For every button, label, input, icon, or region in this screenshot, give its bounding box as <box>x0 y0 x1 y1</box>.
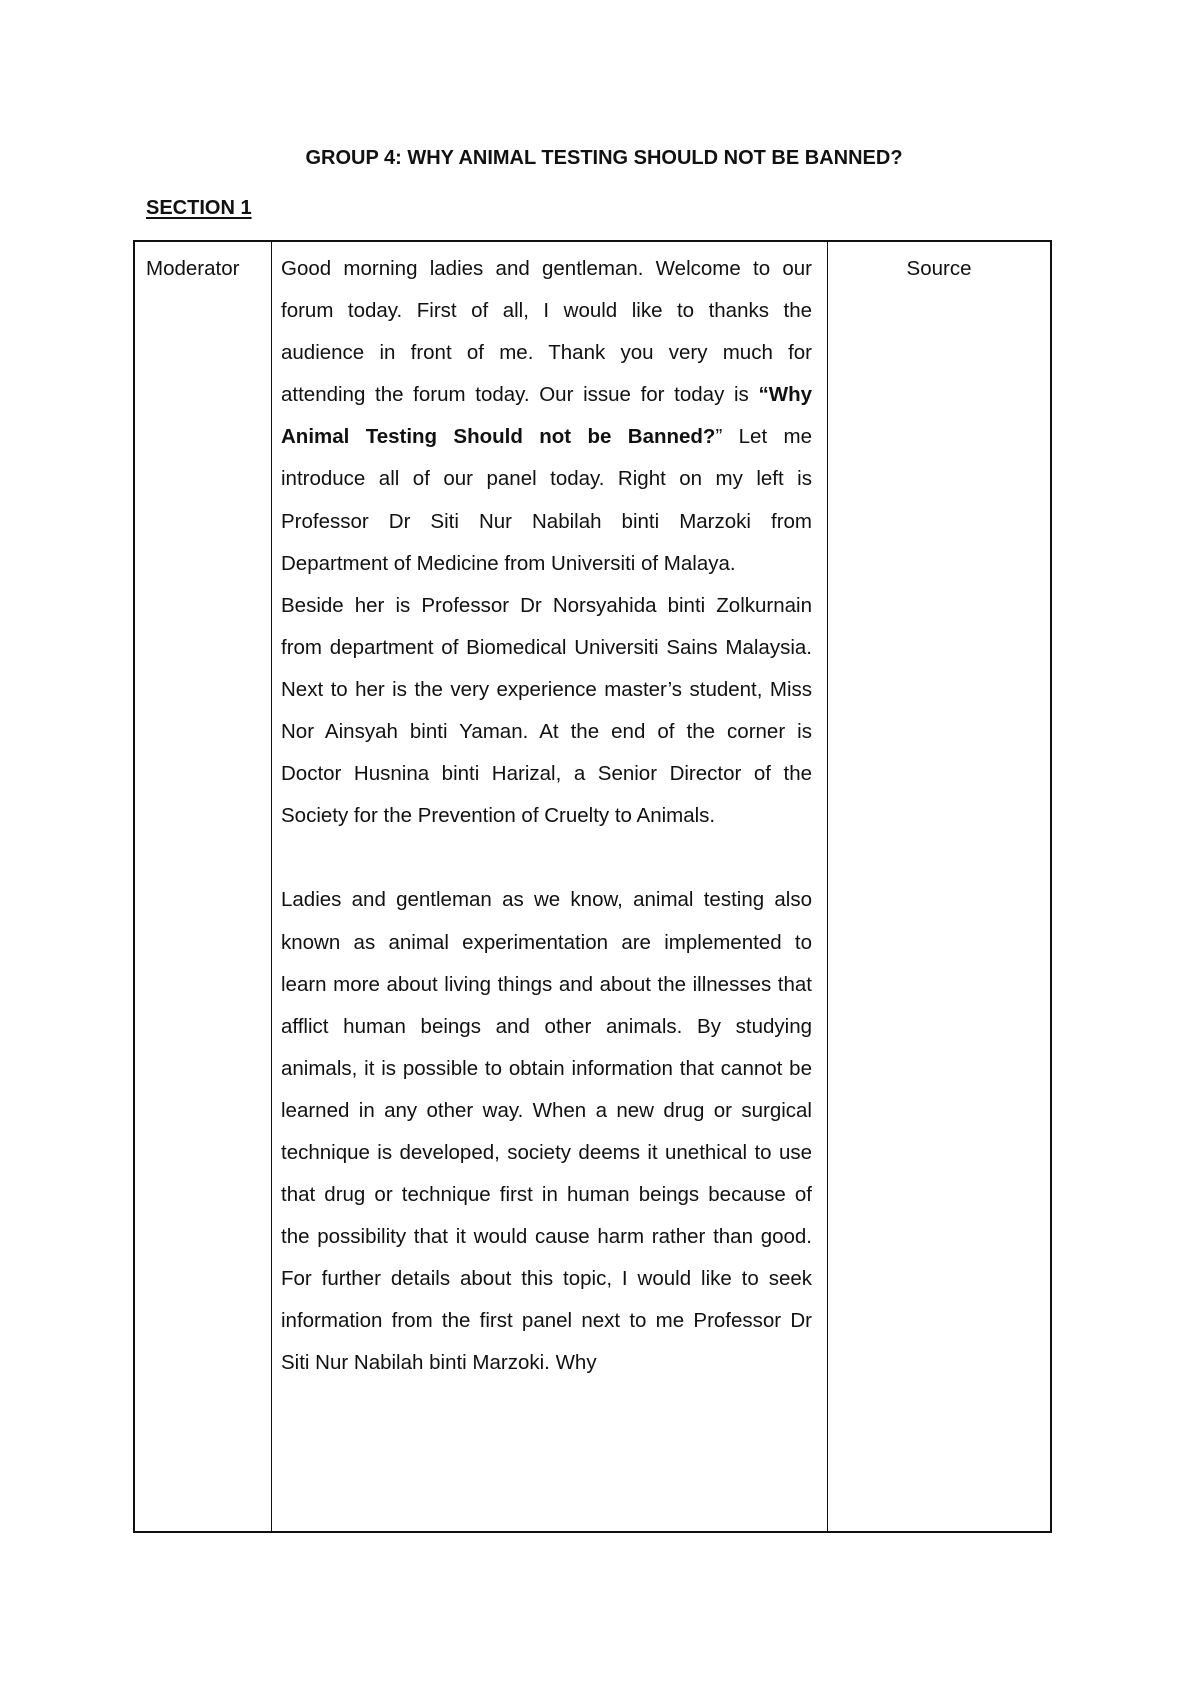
forum-issue-title: “Why Animal Testing Should not be Banned? <box>281 383 812 449</box>
section-heading: SECTION 1 <box>146 197 252 219</box>
speaker-label: Moderator <box>146 257 240 280</box>
forum-table <box>133 240 1052 1533</box>
speech-text <box>281 248 812 1385</box>
speech-paragraph-topic: Ladies and gentleman as we know, animal testing also known as animal experimentation are implemented to learn more about living things and about the illnesses that afflict human beings and other animals. By studying animals, it is possible to obtain information that cannot be learned in any other way. When a new drug or surgical technique is developed, society deems it unethical to use that drug or technique first in human beings because of the possibility that it would cause harm rather than good. For further details about this topic, I would like to seek information from the first panel next to me Professor Dr Siti Nur Nabilah binti Marzoki. Why <box>281 888 812 1375</box>
speaker-column <box>135 242 272 1531</box>
page-title: GROUP 4: WHY ANIMAL TESTING SHOULD NOT BE BANNED? <box>305 147 903 169</box>
source-column <box>828 242 1050 1531</box>
source-label: Source <box>906 257 972 280</box>
paragraph-spacer <box>281 837 812 879</box>
speech-paragraph-panel: Beside her is Professor Dr Norsyahida binti Zolkurnain from department of Biomedical Universiti Sains Malaysia. Next to her is the very experience master’s student, Miss Nor Ainsyah binti Yaman. At the end of the corner is Doctor Husnina binti Harizal, a Senior Director of the Society for the Prevention of Cruelty to Animals. <box>281 593 812 828</box>
speech-intro-continued: ” Let me introduce all of our panel today. Right on my left is Professor Dr Siti Nur Nabilah binti Marzoki from Department of Medicine from Universiti of Malaya. <box>281 425 812 575</box>
speech-intro-text: Good morning ladies and gentleman. Welcome to our forum today. First of all, I would like to thanks the audience in front of me. Thank you very much for attending the forum today. Our issue for today is <box>281 257 812 407</box>
speech-paragraph-intro <box>281 248 812 585</box>
